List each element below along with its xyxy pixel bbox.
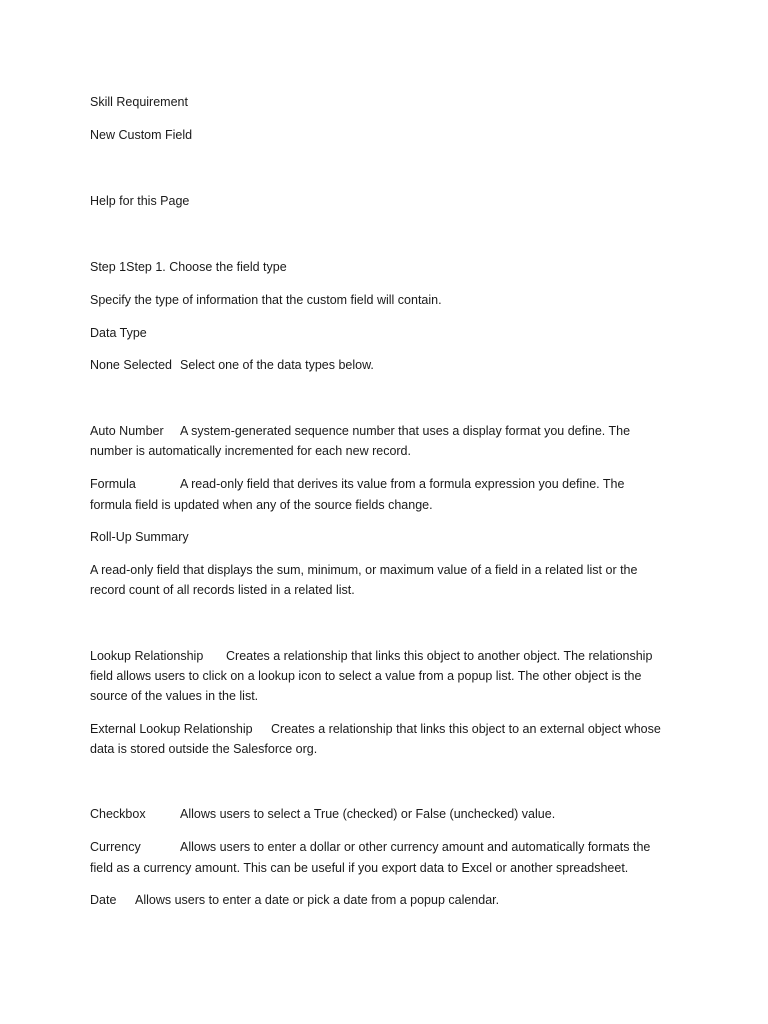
option-description-continued: number is automatically incremented for each new record. <box>90 444 411 458</box>
option-description-continued: record count of all records listed in a related list. <box>90 583 355 597</box>
option-description: Creates a relationship that links this object to another object. The relationship <box>226 649 653 663</box>
option-description-continued: data is stored outside the Salesforce org. <box>90 742 318 756</box>
option-description: A read-only field that displays the sum, minimum, or maximum value of a field in a related list or the <box>90 563 638 577</box>
help-link[interactable]: Help for this Page <box>90 194 190 208</box>
option-checkbox[interactable] <box>90 804 680 824</box>
option-description-continued: field allows users to click on a lookup icon to select a value from a popup list. The other object is the <box>90 669 642 683</box>
option-description-continued: source of the values in the list. <box>90 689 259 703</box>
option-description: Allows users to enter a date or pick a date from a popup calendar. <box>135 893 500 907</box>
option-rollup-summary[interactable]: Roll-Up Summary <box>90 530 189 544</box>
new-custom-field-title: New Custom Field <box>90 128 193 142</box>
option-description-continued: field as a currency amount. This can be useful if you export data to Excel or another spreadsheet. <box>90 861 629 875</box>
option-description-continued: formula field is updated when any of the source fields change. <box>90 498 433 512</box>
option-none-selected[interactable] <box>90 355 680 375</box>
option-description: Allows users to enter a dollar or other currency amount and automatically formats the <box>180 840 651 854</box>
option-label: External Lookup Relationship <box>90 722 253 736</box>
option-description: Allows users to select a True (checked) or False (unchecked) value. <box>180 807 556 821</box>
option-description: Creates a relationship that links this object to an external object whose <box>271 722 661 736</box>
option-date[interactable] <box>90 890 680 910</box>
step-heading: Step 1Step 1. Choose the field type <box>90 260 287 274</box>
option-label: Checkbox <box>90 807 146 821</box>
skill-requirement-heading: Skill Requirement <box>90 95 188 109</box>
step-instruction: Specify the type of information that the custom field will contain. <box>90 293 442 307</box>
option-currency[interactable] <box>90 837 680 857</box>
option-label: Date <box>90 893 117 907</box>
option-label: Currency <box>90 840 141 854</box>
option-label: Lookup Relationship <box>90 649 204 663</box>
option-formula[interactable] <box>90 474 680 494</box>
option-auto-number[interactable] <box>90 421 680 441</box>
option-lookup-relationship[interactable] <box>90 646 680 666</box>
option-description: A system-generated sequence number that uses a display format you define. The <box>180 424 631 438</box>
option-description: Select one of the data types below. <box>180 358 374 372</box>
option-label: Auto Number <box>90 424 164 438</box>
option-description: A read-only field that derives its value from a formula expression you define. The <box>180 477 625 491</box>
option-external-lookup-relationship[interactable] <box>90 719 680 739</box>
option-label: Formula <box>90 477 136 491</box>
option-label: None Selected <box>90 358 173 372</box>
data-type-label: Data Type <box>90 326 147 340</box>
